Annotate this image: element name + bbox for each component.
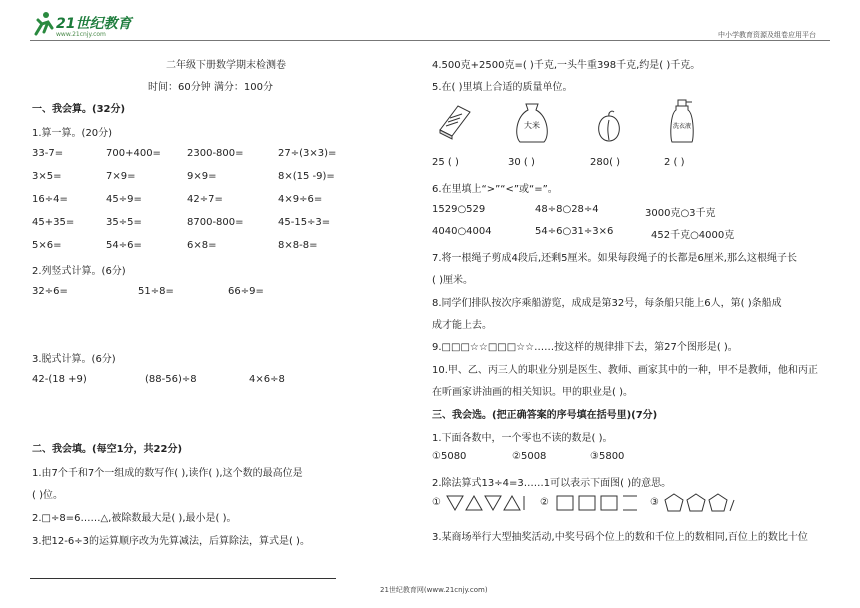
- choice-option[interactable]: ③5800: [590, 451, 625, 462]
- fill-7-line-b: ( )厘米。: [432, 275, 473, 286]
- page-title: 二年级下册数学期末检测卷: [166, 60, 286, 71]
- vertical-calc-item: 66÷9=: [228, 286, 264, 297]
- compare-item: 54÷6○31÷3×6: [535, 226, 614, 237]
- calc-item: 35÷5=: [106, 217, 142, 228]
- compare-item: 452千克○4000克: [651, 230, 735, 241]
- fill-3: 3.把12-6÷3的运算顺序改为先算减法，后算除法，算式是( )。: [32, 536, 310, 547]
- platform-text: 中小学教育资源及组卷应用平台: [718, 31, 816, 39]
- peach-picture: [594, 110, 624, 144]
- calc-item: 5×6=: [32, 240, 62, 251]
- detergent-bottle-picture: [664, 98, 698, 144]
- fill-5: 5.在( )里填上合适的质量单位。: [432, 82, 573, 93]
- rice-bag-picture: [512, 100, 552, 146]
- stepwise-calc-item: 4×6÷8: [249, 374, 285, 385]
- calc-item: 45-15÷3=: [278, 217, 331, 228]
- calc-item: 27÷(3×3)=: [278, 148, 337, 159]
- triangles-figure: [446, 494, 528, 512]
- vertical-calc-item: 32÷6=: [32, 286, 68, 297]
- runner-logo-icon: [30, 10, 56, 38]
- choice-3: 3.某商场举行大型抽奖活动,中奖号码个位上的数和千位上的数相同,百位上的数比十位: [432, 532, 808, 543]
- fill-7-line-a: 7.将一根绳子剪成4段后,还剩5厘米。如果每段绳子的长都是6厘米,那么这根绳子长: [432, 253, 797, 264]
- fill-10-line-b: 在听画家讲油画的相关知识。甲的职业是( )。: [432, 387, 633, 398]
- compare-item: 1529○529: [432, 204, 486, 215]
- question-1: 1.算一算。(20分): [32, 128, 113, 139]
- fill-8-line-a: 8.同学们排队按次序乘船游览，成成是第32号，每条船只能上6人，第( )条船成: [432, 298, 782, 309]
- question-3: 3.脱式计算。(6分): [32, 354, 116, 365]
- calc-item: 16÷4=: [32, 194, 68, 205]
- fill-10-line-a: 10.甲、乙、丙三人的职业分别是医生、教师、画家其中的一种，甲不是教师，他和丙正: [432, 365, 818, 376]
- fill-6: 6.在里填上“>”“<”或“=”。: [432, 184, 558, 195]
- calc-item: 54÷6=: [106, 240, 142, 251]
- logo: [30, 10, 140, 42]
- section-2-heading: 二、我会填。(每空1分，共22分): [32, 444, 183, 455]
- logo-sub: www.21cnjy.com: [56, 31, 106, 38]
- stepwise-calc-item: (88-56)÷8: [145, 374, 197, 385]
- fill-9: 9.□□□☆☆□□□☆☆……按这样的规律排下去，第27个图形是( )。: [432, 342, 738, 353]
- calc-item: 8×(15 -9)=: [278, 171, 335, 182]
- question-2: 2.列竖式计算。(6分): [32, 266, 126, 277]
- choice-1: 1.下面各数中，一个零也不读的数是( )。: [432, 433, 613, 444]
- calc-item: 4×9÷6=: [278, 194, 323, 205]
- fill-4: 4.500克+2500克=( )千克,一头牛重398千克,约是( )千克。: [432, 60, 701, 71]
- choice-2: 2.除法算式13÷4=3……1可以表示下面图( )的意思。: [432, 478, 672, 489]
- mass-blank[interactable]: 280( ): [590, 157, 621, 168]
- mass-blank[interactable]: 30 ( ): [508, 157, 535, 168]
- compare-item: 48÷8○28÷4: [535, 204, 599, 215]
- compare-item: 4040○4004: [432, 226, 492, 237]
- figure-option-mark[interactable]: ②: [540, 497, 549, 508]
- bag-label: 大米: [524, 121, 540, 130]
- fill-2: 2.□÷8=6……△,被除数最大是( ),最小是( )。: [32, 513, 237, 524]
- section-3-heading: 三、我会选。(把正确答案的序号填在括号里)(7分): [432, 410, 658, 421]
- compare-item: 3000克○3千克: [645, 208, 716, 219]
- book-picture: [436, 100, 472, 140]
- stepwise-calc-item: 42-(18 +9): [32, 374, 87, 385]
- fill-8-line-b: 成才能上去。: [432, 320, 492, 331]
- calc-item: 42÷7=: [187, 194, 223, 205]
- choice-option[interactable]: ①5080: [432, 451, 467, 462]
- calc-item: 6×8=: [187, 240, 217, 251]
- calc-item: 700+400=: [106, 148, 161, 159]
- calc-item: 33-7=: [32, 148, 64, 159]
- calc-item: 3×5=: [32, 171, 62, 182]
- calc-item: 9×9=: [187, 171, 217, 182]
- calc-item: 8×8-8=: [278, 240, 318, 251]
- fill-1-line-a: 1.由7个千和7个一组成的数写作( ),读作( ),这个数的最高位是: [32, 468, 303, 479]
- calc-item: 2300-800=: [187, 148, 244, 159]
- jar-label: 洗衣液: [672, 123, 692, 130]
- figure-option-mark[interactable]: ③: [650, 497, 659, 508]
- section-1-heading: 一、我会算。(32分): [32, 104, 126, 115]
- fill-1-line-b: ( )位。: [32, 490, 63, 501]
- choice-option[interactable]: ②5008: [512, 451, 547, 462]
- mass-blank[interactable]: 2 ( ): [664, 157, 685, 168]
- footer-text: 21世纪教育网(www.21cnjy.com): [380, 586, 488, 594]
- mass-blank[interactable]: 25 ( ): [432, 157, 459, 168]
- calc-item: 7×9=: [106, 171, 136, 182]
- time-line: 时间：60分钟 满分：100分: [148, 82, 273, 93]
- squares-figure: [556, 494, 642, 512]
- logo-text: 21世纪教育: [56, 16, 132, 32]
- calc-item: 45+35=: [32, 217, 75, 228]
- footer-divider: [30, 578, 336, 579]
- vertical-calc-item: 51÷8=: [138, 286, 174, 297]
- calc-item: 8700-800=: [187, 217, 244, 228]
- header-divider: [30, 40, 830, 41]
- pentagons-figure: [664, 492, 736, 514]
- figure-option-mark[interactable]: ①: [432, 497, 441, 508]
- calc-item: 45÷9=: [106, 194, 142, 205]
